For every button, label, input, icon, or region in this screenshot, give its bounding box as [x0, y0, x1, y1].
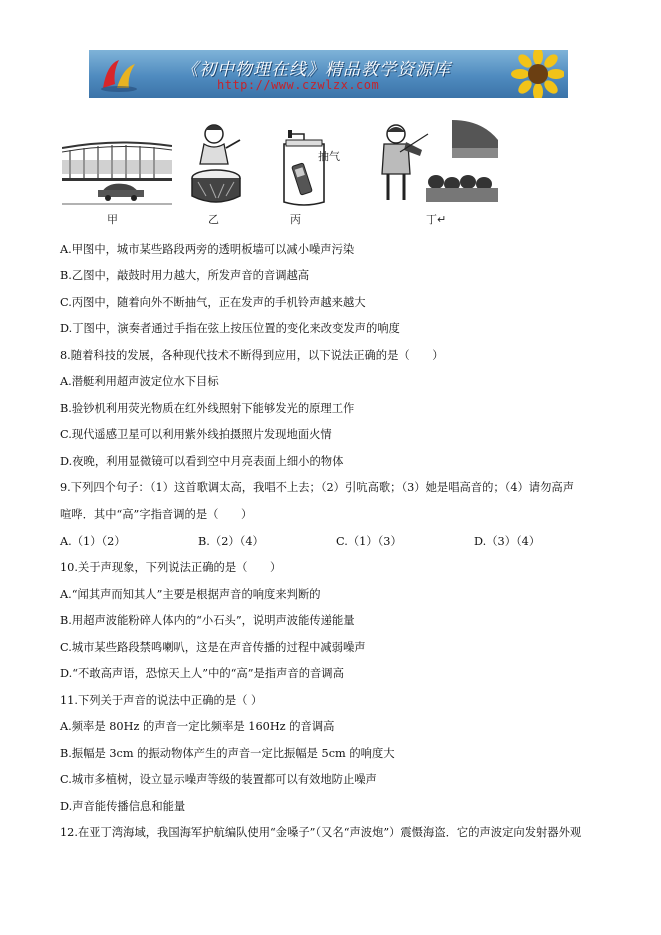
figure-yi-drum [186, 120, 246, 208]
site-logo-icon [97, 54, 141, 94]
question-line: 8.随着科技的发展，各种现代技术不断得到应用，以下说法正确的是（ ） [60, 349, 444, 362]
question-line: C.现代遥感卫星可以利用紫外线拍摄照片发现地面火情 [60, 428, 332, 441]
question-line: B.用超声波能粉碎人体内的“小石头”，说明声波能传递能量 [60, 614, 355, 627]
figure-label-bing: 丙 [290, 213, 301, 226]
answer-option: A.（1）（2） [60, 535, 126, 548]
question-line: A.潜艇利用超声波定位水下目标 [60, 375, 219, 388]
question-line: C.城市某些路段禁鸣喇叭，这是在声音传播的过程中减弱噪声 [60, 641, 366, 654]
figure-label-jia: 甲 [107, 213, 118, 226]
question-line: C.城市多植树，设立显示噪声等级的装置都可以有效地防止噪声 [60, 773, 377, 786]
banner-title: 《初中物理在线》精品教学资源库 [181, 60, 451, 80]
question-line: A.频率是 80Hz 的声音一定比频率是 160Hz 的音调高 [60, 720, 335, 733]
question-line: 9.下列四个句子：（1）这首歌调太高，我唱不上去；（2）引吭高歌；（3）她是唱高音的；（4）请勿高声 [60, 481, 574, 494]
question-line: 10.关于声现象，下列说法正确的是（ ） [60, 561, 282, 574]
question-line: A.“闻其声而知其人”主要是根据声音的响度来判断的 [60, 588, 321, 601]
figure-jia-highway-barrier [62, 120, 172, 208]
banner-url: http://www.czwlzx.com [217, 78, 380, 92]
question-line: 喧哗．其中“高”字指音调的是（ ） [60, 508, 253, 521]
figure-bing-phone-jar [280, 120, 352, 208]
figure-row [58, 120, 498, 228]
question-line: B.乙图中，敲鼓时用力越大，所发声音的音调越高 [60, 269, 310, 282]
question-line: D.丁图中，演奏者通过手指在弦上按压位置的变化来改变发声的响度 [60, 322, 400, 335]
figure-pump-label: 抽气 [318, 150, 340, 163]
figure-label-yi: 乙 [208, 213, 219, 226]
question-line: D.“不敢高声语，恐惊天上人”中的“高”是指声音的音调高 [60, 667, 344, 680]
question-line: A.甲图中，城市某些路段两旁的透明板墙可以减小噪声污染 [60, 243, 355, 256]
answer-option: C.（1）（3） [336, 535, 402, 548]
question-line: 12.在亚丁湾海域，我国海军护航编队使用“金嗓子”（又名“声波炮”）震慑海盗．它的声波定向发射器外观 [60, 826, 582, 839]
question-line: D.声音能传播信息和能量 [60, 800, 186, 813]
question-line: C.丙图中，随着向外不断抽气，正在发声的手机铃声越来越大 [60, 296, 366, 309]
header-banner [89, 50, 568, 98]
question-line: B.振幅是 3cm 的振动物体产生的声音一定比振幅是 5cm 的响度大 [60, 747, 395, 760]
question-line: D.夜晚，利用显微镜可以看到空中月亮表面上细小的物体 [60, 455, 344, 468]
question-line: B.验钞机利用荧光物质在红外线照射下能够发光的原理工作 [60, 402, 355, 415]
figure-label-ding: 丁↵ [426, 213, 447, 226]
answer-option: D.（3）（4） [474, 535, 541, 548]
answer-option: B.（2）（4） [198, 535, 264, 548]
question-line: 11.下列关于声音的说法中正确的是（ ） [60, 694, 263, 707]
figure-ding-violinist [366, 120, 498, 208]
sunflower-icon [508, 50, 564, 98]
